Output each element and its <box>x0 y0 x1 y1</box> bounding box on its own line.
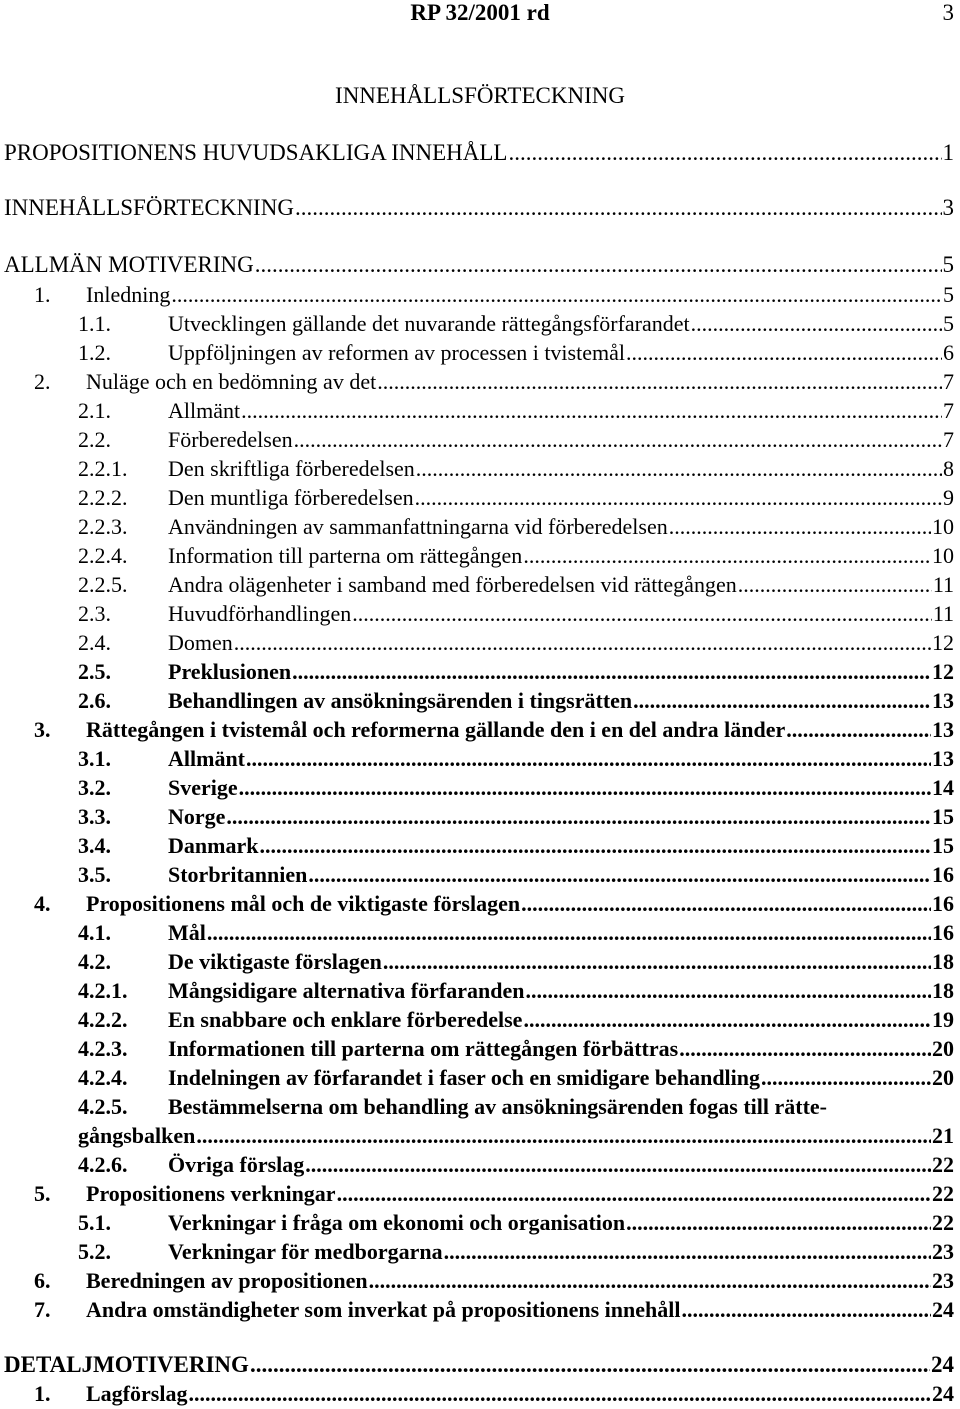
document-id: RP 32/2001 rd <box>410 0 550 25</box>
toc-number: 3.2. <box>78 775 111 800</box>
dot-leader <box>633 686 931 715</box>
dot-leader <box>738 570 932 599</box>
toc-number: 1. <box>34 282 51 307</box>
toc-page-number: 8 <box>943 456 954 481</box>
toc-number: 2. <box>34 369 51 394</box>
toc-page-number: 5 <box>943 282 954 307</box>
toc-title: Informationen till parterna om rättegången förbättras <box>168 1036 679 1061</box>
toc-number: 3.4. <box>78 833 111 858</box>
toc-number: 2.2.1. <box>78 456 128 481</box>
toc-row[interactable] <box>0 1092 960 1121</box>
toc-title: Verkningar för medborgarna <box>168 1239 443 1264</box>
toc-page-number: 21 <box>932 1123 954 1148</box>
dot-leader <box>305 1150 931 1179</box>
toc-row[interactable] <box>0 715 960 744</box>
toc-page-number: 6 <box>943 340 954 365</box>
toc-number: 4.2.2. <box>78 1007 128 1032</box>
toc-title: Information till parterna om rättegången <box>168 543 523 568</box>
toc-number: 4.2.3. <box>78 1036 128 1061</box>
toc-title: De viktigaste förslagen <box>168 949 382 974</box>
dot-leader <box>626 338 942 367</box>
toc-number: 5. <box>34 1181 51 1206</box>
toc-title: Den skriftliga förberedelsen <box>168 456 415 481</box>
toc-row[interactable] <box>0 425 960 454</box>
toc-row[interactable] <box>0 541 960 570</box>
toc-number: 5.1. <box>78 1210 111 1235</box>
dot-leader <box>525 976 931 1005</box>
toc-page-number: 9 <box>943 485 954 510</box>
dot-leader <box>259 831 931 860</box>
toc-number: 4.1. <box>78 920 111 945</box>
toc-page-number: 11 <box>932 601 954 626</box>
toc-page-number: 15 <box>932 833 954 858</box>
toc-number: 4. <box>34 891 51 916</box>
toc-row[interactable] <box>0 889 960 918</box>
toc-page-number: 15 <box>932 804 954 829</box>
toc-number: 2.2.5. <box>78 572 128 597</box>
toc-row[interactable] <box>0 454 960 483</box>
toc-row[interactable] <box>0 570 960 599</box>
toc-title: Uppföljningen av reformen av processen i tvistemål <box>168 340 625 365</box>
toc-title: Huvudförhandlingen <box>168 601 352 626</box>
toc-row[interactable] <box>0 1121 960 1150</box>
toc-page-number: 24 <box>932 1297 954 1322</box>
toc-row[interactable] <box>0 250 960 279</box>
toc-row[interactable] <box>0 1179 960 1208</box>
toc-row[interactable] <box>0 1266 960 1295</box>
toc-page-number: 20 <box>932 1036 954 1061</box>
toc-row[interactable] <box>0 686 960 715</box>
toc-row[interactable] <box>0 367 960 396</box>
toc-row[interactable] <box>0 138 960 167</box>
dot-leader <box>171 280 942 309</box>
toc-page-number: 22 <box>932 1181 954 1206</box>
toc-page-number: 13 <box>932 746 954 771</box>
toc-row[interactable] <box>0 1237 960 1266</box>
dot-leader <box>521 889 931 918</box>
dot-leader <box>234 628 931 657</box>
toc-title: Andra olägenheter i samband med förberedelsen vid rättegången <box>168 572 737 597</box>
dot-leader <box>415 483 942 512</box>
toc-title: gångsbalken <box>78 1123 196 1148</box>
toc-page-number: 11 <box>932 572 954 597</box>
toc-title: DETALJMOTIVERING <box>4 1352 249 1377</box>
toc-title: Propositionens verkningar <box>86 1181 336 1206</box>
toc-row[interactable] <box>0 193 960 222</box>
toc-page-number: 16 <box>932 862 954 887</box>
toc-row[interactable] <box>0 860 960 889</box>
toc-title: Behandlingen av ansökningsärenden i tingsrätten <box>168 688 633 713</box>
toc-title: Beredningen av propositionen <box>86 1268 368 1293</box>
toc-title: Mål <box>168 920 206 945</box>
toc-page-number: 5 <box>942 252 954 277</box>
page-title: INNEHÅLLSFÖRTECKNING <box>335 83 625 108</box>
toc-page-number: 22 <box>932 1152 954 1177</box>
toc-page-number: 20 <box>932 1065 954 1090</box>
toc-row[interactable] <box>0 1150 960 1179</box>
toc-row[interactable] <box>0 831 960 860</box>
toc-number: 3.3. <box>78 804 111 829</box>
dot-leader <box>292 657 931 686</box>
dot-leader <box>523 1005 931 1034</box>
toc-title: Domen <box>168 630 233 655</box>
toc-row[interactable] <box>0 976 960 1005</box>
toc-page-number: 18 <box>932 949 954 974</box>
toc-row[interactable] <box>0 1208 960 1237</box>
toc-row[interactable] <box>0 1295 960 1324</box>
dot-leader <box>250 1350 930 1379</box>
toc-page-number: 23 <box>932 1268 954 1293</box>
toc-row[interactable] <box>0 802 960 831</box>
toc-number: 2.3. <box>78 601 111 626</box>
toc-row[interactable] <box>0 657 960 686</box>
toc-page-number: 10 <box>932 543 954 568</box>
toc-title: En snabbare och enklare förberedelse <box>168 1007 523 1032</box>
toc-title: Propositionens mål och de viktigaste förslagen <box>86 891 521 916</box>
toc-row[interactable] <box>0 338 960 367</box>
dot-leader <box>626 1208 931 1237</box>
toc-title: Verkningar i fråga om ekonomi och organisation <box>168 1210 626 1235</box>
toc-page-number: 7 <box>943 369 954 394</box>
toc-title: Den muntliga förberedelsen <box>168 485 414 510</box>
dot-leader <box>444 1237 931 1266</box>
dot-leader <box>761 1063 931 1092</box>
toc-number: 2.2.2. <box>78 485 128 510</box>
page-number: 3 <box>942 0 954 25</box>
toc-number: 2.2.3. <box>78 514 128 539</box>
dot-leader <box>295 193 942 222</box>
toc-page-number: 12 <box>932 659 954 684</box>
dot-leader <box>239 773 931 802</box>
toc-title: Utvecklingen gällande det nuvarande rättegångsförfarandet <box>168 311 690 336</box>
toc-title: Preklusionen <box>168 659 292 684</box>
toc-title: Övriga förslag <box>168 1152 305 1177</box>
toc-title: Rättegången i tvistemål och reformerna gällande den i en del andra länder <box>86 717 786 742</box>
toc-page-number: 24 <box>931 1352 954 1377</box>
toc-title: Andra omständigheter som inverkat på propositionens innehåll <box>86 1297 681 1322</box>
toc-page-number: 14 <box>932 775 954 800</box>
toc-page-number: 7 <box>943 427 954 452</box>
toc-number: 3. <box>34 717 51 742</box>
toc-page-number: 13 <box>932 688 954 713</box>
toc-row[interactable] <box>0 1005 960 1034</box>
toc-number: 4.2.4. <box>78 1065 128 1090</box>
toc-page-number: 1 <box>942 140 954 165</box>
toc-row[interactable] <box>0 1034 960 1063</box>
toc-title: Mångsidigare alternativa förfaranden <box>168 978 525 1003</box>
toc-row[interactable] <box>0 512 960 541</box>
toc-title: Användningen av sammanfattningarna vid förberedelsen <box>168 514 668 539</box>
toc-title: Allmänt <box>168 398 241 423</box>
dot-leader <box>416 454 942 483</box>
toc-number: 4.2. <box>78 949 111 974</box>
toc-number: 4.2.1. <box>78 978 128 1003</box>
dot-leader <box>226 802 931 831</box>
toc-row[interactable] <box>0 773 960 802</box>
toc-row[interactable] <box>0 309 960 338</box>
toc-row[interactable] <box>0 599 960 628</box>
toc-page-number: 16 <box>932 920 954 945</box>
toc-number: 2.5. <box>78 659 111 684</box>
toc-number: 1.2. <box>78 340 111 365</box>
dot-leader <box>523 541 931 570</box>
toc-number: 3.1. <box>78 746 111 771</box>
toc-number: 2.6. <box>78 688 111 713</box>
toc-title: Danmark <box>168 833 259 858</box>
toc-title: Indelningen av förfarandet i faser och en smidigare behandling <box>168 1065 761 1090</box>
toc-number: 4.2.5. <box>78 1094 128 1119</box>
dot-leader <box>369 1266 931 1295</box>
dot-leader <box>241 396 942 425</box>
toc-row[interactable] <box>0 1063 960 1092</box>
toc-row[interactable] <box>0 483 960 512</box>
dot-leader <box>207 918 931 947</box>
dot-leader <box>669 512 931 541</box>
toc-row[interactable] <box>0 947 960 976</box>
toc-title: Norge <box>168 804 226 829</box>
toc-page-number: 19 <box>932 1007 954 1032</box>
toc-page-number: 24 <box>932 1381 954 1406</box>
toc-row[interactable] <box>0 918 960 947</box>
dot-leader <box>188 1379 931 1408</box>
dot-leader <box>246 744 931 773</box>
toc-title: Inledning <box>86 282 171 307</box>
toc-number: 5.2. <box>78 1239 111 1264</box>
toc-number: 1. <box>34 1381 51 1406</box>
toc-page-number: 13 <box>932 717 954 742</box>
dot-leader <box>308 860 931 889</box>
page-header <box>0 0 960 30</box>
toc-title: Bestämmelserna om behandling av ansökningsärenden fogas till rätte- <box>168 1094 828 1119</box>
toc-page-number: 12 <box>932 630 954 655</box>
dot-leader <box>508 138 941 167</box>
toc-title: Storbritannien <box>168 862 308 887</box>
toc-row[interactable] <box>0 628 960 657</box>
toc-row[interactable] <box>0 1350 960 1379</box>
toc-row[interactable] <box>0 396 960 425</box>
toc-number: 4.2.6. <box>78 1152 128 1177</box>
toc-page-number: 23 <box>932 1239 954 1264</box>
toc-title: ALLMÄN MOTIVERING <box>4 252 254 277</box>
toc-page-number: 22 <box>932 1210 954 1235</box>
dot-leader <box>786 715 931 744</box>
toc-number: 7. <box>34 1297 51 1322</box>
dot-leader <box>679 1034 931 1063</box>
toc-number: 3.5. <box>78 862 111 887</box>
dot-leader <box>377 367 942 396</box>
dot-leader <box>294 425 942 454</box>
toc-title: Allmänt <box>168 746 245 771</box>
toc-number: 1.1. <box>78 311 111 336</box>
toc-number: 2.1. <box>78 398 111 423</box>
toc-number: 2.2.4. <box>78 543 128 568</box>
toc-page-number: 7 <box>943 398 954 423</box>
toc-row[interactable] <box>0 744 960 773</box>
dot-leader <box>383 947 931 976</box>
toc-title: PROPOSITIONENS HUVUDSAKLIGA INNEHÅLL <box>4 140 508 165</box>
toc-page-number: 10 <box>932 514 954 539</box>
toc-page-number: 16 <box>932 891 954 916</box>
toc-row[interactable] <box>0 1379 960 1408</box>
toc-title: Förberedelsen <box>168 427 293 452</box>
toc-title: Nuläge och en bedömning av det <box>86 369 377 394</box>
toc-row[interactable] <box>0 280 960 309</box>
dot-leader <box>691 309 942 338</box>
toc-page-number: 18 <box>932 978 954 1003</box>
dot-leader <box>352 599 932 628</box>
toc-page-number: 3 <box>942 195 954 220</box>
toc-page-number: 5 <box>943 311 954 336</box>
toc-number: 2.2. <box>78 427 111 452</box>
toc-number: 6. <box>34 1268 51 1293</box>
toc-title: Sverige <box>168 775 238 800</box>
dot-leader <box>196 1121 931 1150</box>
dot-leader <box>337 1179 931 1208</box>
toc-number: 2.4. <box>78 630 111 655</box>
toc-title: Lagförslag <box>86 1381 188 1406</box>
dot-leader <box>255 250 942 279</box>
dot-leader <box>682 1295 932 1324</box>
toc-title: INNEHÅLLSFÖRTECKNING <box>4 195 294 220</box>
